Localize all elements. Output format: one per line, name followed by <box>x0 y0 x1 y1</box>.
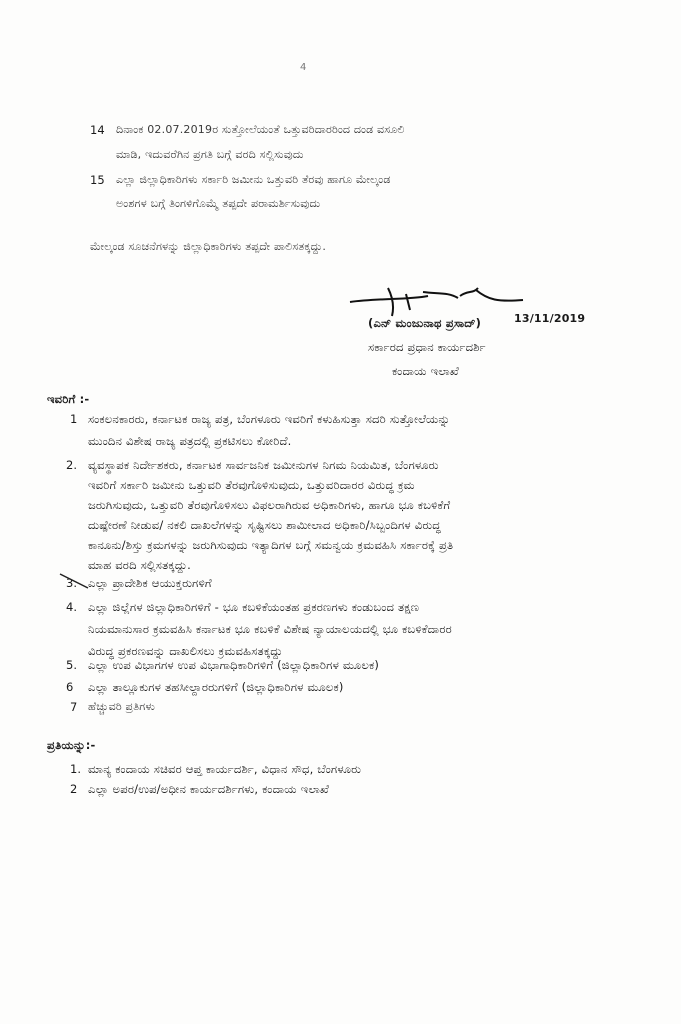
recipient-number: 2. <box>66 458 77 472</box>
recipient-number: 1 <box>70 412 78 426</box>
copies-heading: ಪ್ರತಿಯನ್ನು:- <box>47 738 96 752</box>
handwritten-tick-mark <box>58 570 92 590</box>
recipient-line: ದುಷ್ಪೇರಣೆ ನೀಡುವ/ ನಕಲಿ ದಾಖಲೆಗಳನ್ನು ಸೃಷ್ಟಿಸಲು ಶಾಮೀಲಾದ ಅಧಿಕಾರಿ/ಸಿಬ್ಬಂದಿಗಳ ವಿರುದ್ಧ <box>88 518 441 532</box>
instruction-text: ಮೇಲ್ಕಂಡ ಸೂಚನೆಗಳನ್ನು ಜಿಲ್ಲಾಧಿಕಾರಿಗಳು ತಪ್ಪದೇ ಪಾಲಿಸತಕ್ಕದ್ದು. <box>90 240 327 253</box>
copy-line: ಮಾನ್ಯ ಕಂದಾಯ ಸಚಿವರ ಆಪ್ತ ಕಾರ್ಯದರ್ಶಿ, ವಿಧಾನ ಸೌಧ, ಬೆಂಗಳೂರು <box>88 762 362 776</box>
signature-date: 13/11/2019 <box>514 312 586 325</box>
recipient-line: ಕಾನೂನು/ಶಿಸ್ತು ಕ್ರಮಗಳನ್ನು ಜರುಗಿಸುವುದು ಇತ್ಯಾದಿಗಳ ಬಗ್ಗೆ ಸಮನ್ವಯ ಕ್ರಮವಹಿಸಿ ಸರ್ಕಾರಕ್ಕೆ ಪ್ರತಿ <box>88 538 454 552</box>
copy-number: 2 <box>70 782 78 796</box>
recipient-number: 6 <box>66 680 74 694</box>
point-line: ದಿನಾಂಕ 02.07.2019ರ ಸುತ್ತೋಲೆಯಂತೆ ಒತ್ತುವರಿದಾರರಿಂದ ದಂಡ ವಸೂಲಿ <box>116 123 405 136</box>
recipient-line: ಎಲ್ಲಾ ತಾಲ್ಲೂಕುಗಳ ತಹಸೀಲ್ದಾರರುಗಳಿಗೆ (ಜಿಲ್ಲಾಧಿಕಾರಿಗಳ ಮೂಲಕ) <box>88 680 344 694</box>
recipient-line: ಎಲ್ಲಾ ಪ್ರಾದೇಶಿಕ ಆಯುಕ್ತರುಗಳಿಗೆ <box>88 576 212 590</box>
signatory-designation: ಸರ್ಕಾರದ ಪ್ರಧಾನ ಕಾರ್ಯದರ್ಶಿ <box>368 340 486 354</box>
copy-number: 1. <box>70 762 81 776</box>
recipient-line: ಇವರಿಗೆ ಸರ್ಕಾರಿ ಜಮೀನು ಒತ್ತುವರಿ ತೆರವುಗೊಳಿಸುವುದು, ಒತ್ತುವರಿದಾರರ ವಿರುದ್ಧ ಕ್ರಮ <box>88 478 415 492</box>
recipient-number: 7 <box>70 700 78 714</box>
point-line: ಎಲ್ಲಾ ಜಿಲ್ಲಾಧಿಕಾರಿಗಳು ಸರ್ಕಾರಿ ಜಮೀನು ಒತ್ತುವರಿ ತೆರವು ಹಾಗೂ ಮೇಲ್ಕಂಡ <box>116 173 391 186</box>
recipient-line: ವಿರುದ್ಧ ಪ್ರಕರಣವನ್ನು ದಾಖಲಿಸಲು ಕ್ರಮವಹಿಸತಕ್ಕದ್ದು <box>88 644 283 658</box>
signature-scribble <box>348 280 538 320</box>
recipient-line: ನಿಯಮಾನುಸಾರ ಕ್ರಮವಹಿಸಿ ಕರ್ನಾಟಕ ಭೂ ಕಬಳಿಕೆ ವಿಶೇಷ ನ್ಯಾಯಾಲಯದಲ್ಲಿ ಭೂ ಕಬಳಿಕೆದಾರರ <box>88 622 452 636</box>
point-number: 14 <box>90 123 105 137</box>
page-number: 4 <box>300 62 307 73</box>
recipient-line: ಎಲ್ಲಾ ಉಪ ವಿಭಾಗಗಳ ಉಪ ವಿಭಾಗಾಧಿಕಾರಿಗಳಿಗೆ (ಜಿಲ್ಲಾಧಿಕಾರಿಗಳ ಮೂಲಕ) <box>88 658 380 672</box>
recipient-number: 3. <box>66 576 77 590</box>
signatory-department: ಕಂದಾಯ ಇಲಾಖೆ <box>392 364 459 378</box>
recipient-line: ಸಂಕಲನಕಾರರು, ಕರ್ನಾಟಕ ರಾಜ್ಯ ಪತ್ರ, ಬೆಂಗಳೂರು ಇವರಿಗೆ ಕಳುಹಿಸುತ್ತಾ ಸದರಿ ಸುತ್ತೋಲೆಯನ್ನು <box>88 412 451 426</box>
recipient-line: ಹೆಚ್ಚುವರಿ ಪ್ರತಿಗಳು <box>88 700 156 713</box>
recipient-line: ಎಲ್ಲಾ ಜಿಲ್ಲೆಗಳ ಜಿಲ್ಲಾಧಿಕಾರಿಗಳಿಗೆ - ಭೂ ಕಬಳಿಕೆಯಂತಹ ಪ್ರಕರಣಗಳು ಕಂಡುಬಂದ ತಕ್ಷಣ <box>88 600 420 614</box>
signatory-name: (ಎನ್ ಮಂಜುನಾಥ ಪ್ರಸಾದ್) <box>368 316 482 330</box>
recipient-line: ಮುಂದಿನ ವಿಶೇಷ ರಾಜ್ಯ ಪತ್ರದಲ್ಲಿ ಪ್ರಕಟಿಸಲು ಕೋರಿದೆ. <box>88 434 292 448</box>
recipient-line: ವ್ಯವಸ್ಥಾಪಕ ನಿರ್ದೇಶಕರು, ಕರ್ನಾಟಕ ಸಾರ್ವಜನಿಕ ಜಮೀನುಗಳ ನಿಗಮ ನಿಯಮಿತ, ಬೆಂಗಳೂರು <box>88 458 439 472</box>
recipient-line: ಜರುಗಿಸುವುದು, ಒತ್ತುವರಿ ತೆರವುಗೊಳಿಸಲು ವಿಫಲರಾಗಿರುವ ಅಧಿಕಾರಿಗಳು, ಹಾಗೂ ಭೂ ಕಬಳಿಕೆಗೆ <box>88 498 451 512</box>
point-line: ಮಾಡಿ, ಇದುವರೆಗಿನ ಪ್ರಗತಿ ಬಗ್ಗೆ ವರದಿ ಸಲ್ಲಿಸುವುದು <box>116 148 304 161</box>
recipient-line: ಮಾಹ ವರದಿ ಸಲ್ಲಿಸತಕ್ಕದ್ದು. <box>88 558 192 572</box>
point-number: 15 <box>90 173 105 187</box>
recipient-number: 4. <box>66 600 77 614</box>
recipient-number: 5. <box>66 658 77 672</box>
recipients-heading: ಇವರಿಗೆ :- <box>47 392 90 406</box>
point-line: ಅಂಶಗಳ ಬಗ್ಗೆ ತಿಂಗಳಿಗೊಮ್ಮೆ ತಪ್ಪದೇ ಪರಾಮರ್ಶಿಸುವುದು <box>116 197 321 210</box>
copy-line: ಎಲ್ಲಾ ಅಪರ/ಉಪ/ಅಧೀನ ಕಾರ್ಯದರ್ಶಿಗಳು, ಕಂದಾಯ ಇಲಾಖೆ <box>88 782 330 796</box>
